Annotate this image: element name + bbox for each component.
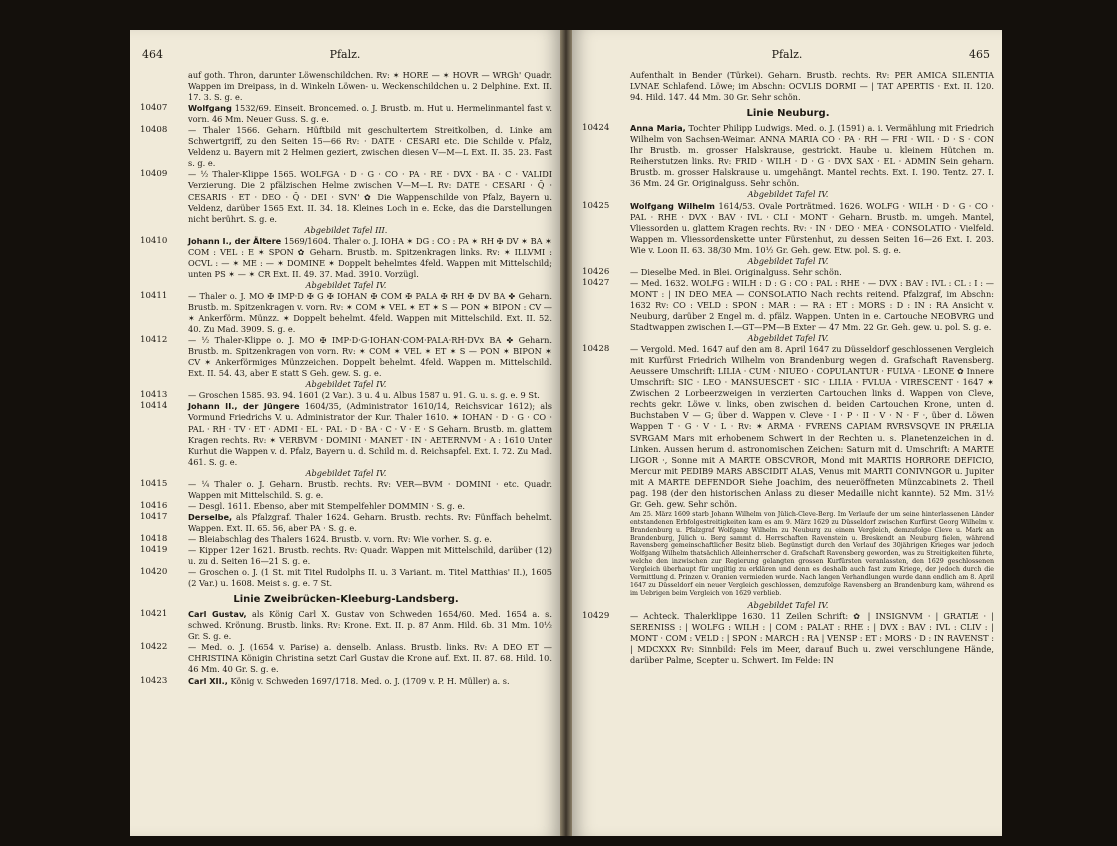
entry-number: 10411 [140, 290, 168, 301]
catalog-entry [140, 479, 552, 501]
entry-number: 10417 [140, 511, 168, 522]
entry-text: — Vergold. Med. 1647 auf den am 8. April 1647 zu Düsseldorf geschlossenen Vergleich mit Kurfürst Friedrich Wilhelm von Brandenburg wegen d. Grafschaft Ravensberg. Aeussere Umschrift: LILIA · CUM · NIUEO · COPULANTUR · FULVA · LEONE ✿ Innere Umschrift: SIC · LEO · MANSUESCET · SIC · LILIA · FVLUA · VIRESCENT · 1647 ✶ Zwischen 2 Lorbeerzweigen in verzierten Cartouchen links d. Wappen von Cleve, rechts gekr. Löwe v. links, oben zwischen d. beiden Cartouchen Krone, unten d. Buchstaben V — G; über d. Wappen v. Cleve · I · P · II · V · N · F ·, über d. Löwen Wappen T · G · V · L · Rv: ✶ ARMA · FVRENS CAPIAM RVRSVSQVE IN PRÆLIA SVRGAM Mars mit erhobenem Schwert in der Rechten u. s. Planetenzeichen in d. Linken. Aussen herum d. astronomischen Zeichen: Saturn mit d. Umschrift: A MARTE LIGOR ·, Sonne mit A MARTE OBSCVROR, Mond mit MARTIS HORRORE DEFICIO, Mercur mit PEDIB9 MARS ABSCIDIT ALAS, Venus mit MARTI CONIVNGOR u. Jupiter mit A MARTE DEFENDOR Siehe Joachim, des neueröffneten Münzcabinets 2. Theil pag. 198 (der den historischen Anlass zu dieser Medaille nicht kannte). 52 Mm. 31½ Gr. Geh. gew. Sehr schön. [630, 344, 994, 509]
entry-number: 10408 [140, 125, 168, 136]
entry-number: 10429 [582, 610, 610, 621]
ruler-name: Anna Maria, [630, 123, 686, 134]
catalog-entry [140, 512, 552, 534]
page-number: 464 [142, 48, 163, 61]
entry-number: 10423 [140, 675, 168, 686]
left-page-body [140, 70, 552, 687]
entry-text: — Kipper 12er 1621. Brustb. rechts. Rv: Quadr. Wappen mit Mittelschild, darüber (12) u. zu d. Seiten 16—21 S. g. e. [188, 545, 552, 567]
entry-number: 10410 [140, 235, 168, 246]
running-head: Pfalz. [771, 48, 803, 61]
entry-text: — ¼ Thaler o. J. Geharn. Brustb. rechts. Rv: VER—BVM · DOMINI · etc. Quadr. Wappen mit Mittelschild. S. g. e. [188, 478, 552, 500]
ruler-name: Johann I., der Ältere [188, 235, 282, 246]
section-heading: Linie Zweibrücken-Kleeburg-Landsberg. [233, 594, 459, 606]
entry-text: — Med. o. J. (1654 v. Parise) a. denselb. Anlass. Brustb. links. Rv: A DEO ET — CHRISTINA Königin Christina setzt Carl Gustav die Krone auf. Ext. II. 87. 68. Hild. 10. 46 Mm. 40 Gr. S. g. e. [188, 642, 552, 675]
entry-number: 10418 [140, 533, 168, 544]
entry-text: 1614/53. Ovale Porträtmed. 1626. WOLFG · WILH · D · G · CO · PAL · RHE · DVX · BAV · IVL · CLI · MONT · Geharn. Brustb. m. umgeh. Mantel, Vliessorden u. glattem Kragen rechts. Rv: · IN · DEO · MEA · CONSOLATIO · Vielfeld. Wappen m. Vliessordenskette unter Fürstenhut, zu dessen Seiten 16—26 Ext. I. 203. Wie v. Loon II. 63. 38/30 Mm. 10½ Gr. Geh. gew. Etw. pol. S. g. e. [630, 200, 994, 255]
entry-text: 1532/69. Einseit. Broncemed. o. J. Brustb. m. Hut u. Hermelinmantel fast v. vorn. 46 Mm. Neuer Guss. S. g. e. [188, 103, 552, 125]
entry-text: als Pfalzgraf. Thaler 1624. Geharn. Brustb. rechts. Rv: Fünffach behelmt. Wappen. Ext. II. 65. 56, aber PA · S. g. e. [188, 511, 552, 533]
ruler-name: Carl XII., [188, 675, 228, 686]
entry-text: König v. Schweden 1697/1718. Med. o. J. (1709 v. P. H. Müller) a. s. [230, 675, 510, 686]
catalog-entry [140, 534, 552, 545]
left-page-header [130, 48, 560, 64]
entry-number: 10421 [140, 609, 168, 620]
entry-text: 1569/1604. Thaler o. J. IOHA ✶ DG : CO : PA ✶ RH ✠ DV ✶ BA ✶ COM : VEL : E ✶ SPON ✿ Geharn. Brustb. m. Spitzenkragen links. Rv: ✶ ILLVMI : OCVL : — ✶ ME : — ✶ DOMINE ✶ Doppelt behelmtes 4feld. Wappen mit Mittelschild; unten PS ✶ — ✶ CR Ext. II. 49. 37. Mad. 3910. Vorzügl. [188, 235, 553, 279]
entry-number: 10407 [140, 103, 168, 114]
plate-reference: Abgebildet Tafel IV. [747, 189, 829, 200]
plate-reference: Abgebildet Tafel IV. [747, 599, 829, 610]
ruler-name: Derselbe, [188, 511, 233, 522]
entry-number: 10426 [582, 266, 610, 277]
entry-text: — Groschen o. J. (1 St. mit Titel Rudolphs II. u. 3 Variant. m. Titel Matthias' II.), 1605 (2 Var.) u. 1608. Meist s. g. e. 7 St. [188, 567, 552, 589]
footnote: Am 25. März 1609 starb Johann Wilhelm von Jülich-Cleve-Berg. Im Verlaufe der um seine hinterlassenen Länder entstandenen Erbfolgestreitigkeiten kam es am 9. März 1629 zu Düsseldorf zwischen Kurfürst Georg Wilhelm v. Brandenburg u. Pfalzgraf Wolfgang Wilhelm zu Neuburg zu einem Vergleich, demzufolge Cleve u. Mark an Brandenburg, Jülich u. Berg sammt d. Herrschaften Ravenstein u. Breskendt an Neuburg fielen, während Ravensberg gemeinschaftlicher Besitz blieb. Begünstigt durch den Verlauf des 30jährigen Krieges war jedoch Wolfgang Wilhelm thatsächlich Alleinherrscher d. Grafschaft Ravensberg geworden, was zu Streitigkeiten führte, welche den inzwischen zur Regierung gelangten grossen Kurfürsten veranlassten, den 1629 geschlossenen Vergleich überhaupt für ungiltig zu erklären und denn es deshalb auch fast zum Kriege, der jedoch durch die Vermittlung d. Prinzen v. Oranien vermieden wurde. Nach langen Verhandlungen wurde dann endlich am 8. April 1647 zu Düsseldorf ein neuer Vergleich geschlossen, demzufolge Ravensberg an Brandenburg kam, während es im Uebrigen beim Vergleich von 1629 verblieb. [630, 510, 994, 597]
plate-reference: Abgebildet Tafel IV. [747, 333, 829, 344]
catalog-entry [140, 70, 552, 103]
catalog-entry [140, 676, 552, 687]
entry-text: — ½ Thaler-Klippe 1565. WOLFGA · D · G · CO · PA · RE · DVX · BA · C · VALIDI Verzierung. Die 2 pfälzischen Helme zwischen V—M—L Rv: DATE · CESARI · Q̄ · CESARIS · ET · DEO · Q̄ · DEI · SVN' ✿ Die Wappenschilde von Pfalz, Bayern u. Veldenz, darüber 1565 Ext. II. 34. 18. Kleines Loch in e. Ecke, das die Darstellungen nicht berührt. S. g. e. [188, 169, 552, 224]
entry-text: — Med. 1632. WOLFG : WILH : D : G : CO : PAL : RHE · — DVX : BAV : IVL : CL : I : — MONT : | IN DEO MEA — CONSOLATIO Nach rechts reitend. Pfalzgraf, im Abschn: 1632 Rv: CO : VELD : SPON : MAR : — RA : ET : MORS : D : IN : RA Ansicht v. Neuburg, darüber 2 Engel m. d. pfälz. Wappen. Unten in e. Cartouche NEOBVRG und Stadtwappen zwischen I.—GT—PM—B Exter — 47 Mm. 22 Gr. Geh. gew. u. pol. S. g. e. [630, 277, 994, 333]
catalog-entry [140, 169, 552, 224]
entry-number: 10424 [582, 123, 610, 134]
right-page-body [582, 70, 994, 666]
catalog-entry [140, 501, 552, 512]
entry-number: 10419 [140, 545, 168, 556]
catalog-entry [582, 344, 994, 510]
catalog-entry [140, 567, 552, 589]
book-gutter [560, 30, 572, 836]
entry-text: — Dieselbe Med. in Blei. Originalguss. Sehr schön. [630, 266, 842, 277]
entry-text: Aufenthalt in Bender (Türkei). Geharn. Brustb. rechts. Rv: PER AMICA SILENTIA LVNAE Schlafend. Löwe; im Abschn: OCVLIS DORMI — | TAT APERTIS · Ext. II. 120. 94. Hild. 147. 44 Mm. 30 Gr. Sehr schön. [630, 70, 994, 103]
entry-text: auf goth. Thron, darunter Löwenschildchen. Rv: ✶ HORE — ✶ HOVR — WRGh' Quadr. Wappen im Dreipass, in d. Winkeln Löwen- u. Weckenschildchen u. 2 Delphine. Ext. II. 17. 3. S. g. e. [188, 70, 552, 103]
entry-text: 1604/35, (Administrator 1610/14, Reichsvicar 1612); als Vormund Friedrichs V. u. Administrator der Kur. Thaler 1610. ✶ IOHAN · D · G · CO · PAL · RH · TV · ET · ADMI · EL · PAL · D · BA · C · V · E · S Geharn. Brustb. m. glattem Kragen rechts. Rv: ✶ VERBVM · DOMINI · MANET · IN · AETERNVM · A : 1610 Unter Kurhut die Wappen v. d. Pfalz, Bayern u. d. Schild m. d. Reichsapfel. Ext. I. 72. Zu Mad. 461. S. g. e. [188, 401, 553, 467]
entry-text: Tochter Philipp Ludwigs. Med. o. J. (1591) a. i. Vermählung mit Friedrich Wilhelm von Sachsen-Weimar. ANNA MARIA CO · PA · RH — FRI · WIL · D · S · CON Ihr Brustb. m. grosser Halskrause, gestrickt. Haube u. kleinem Hütchen m. Reiherstutzen links. Rv: FRID · WILH · D · G · DVX SAX · EL · ADMIN Sein geharn. Brustb. m. grosser Halskrause u. umgehängt. Mantel rechts. Ext. I. 190. Tentz. 27. I. 36 Mm. 24 Gr. Originalguss. Sehr schön. [630, 123, 995, 189]
catalog-entry [582, 123, 994, 189]
catalog-entry [140, 125, 552, 169]
left-page [130, 30, 560, 836]
plate-reference: Abgebildet Tafel IV. [305, 279, 387, 290]
entry-text: — Desgl. 1611. Ebenso, aber mit Stempelfehler DOMMIN · S. g. e. [188, 500, 465, 511]
catalog-entry [140, 335, 552, 379]
catalog-entry [140, 609, 552, 642]
catalog-entry [582, 611, 994, 666]
entry-text: — Achteck. Thalerklippe 1630. 11 Zeilen Schrift: ✿ | INSIGNVM · | GRATIÆ · | SERENISS : | WOLFG : WILH : | COM : PALAT : RHE : | DVX : BAV : IVL : CLIV : | MONT · COM : VELD : | SPON : MARCH : RA | VENSP : ET : MORS · D : IN RAVENST : | MDCXXX Rv: Sinnbild: Fels im Meer, darauf Buch u. zwei verschlungene Hände, darüber Palme, Scepter u. Schwert. Im Felde: IN [630, 610, 994, 666]
plate-reference: Abgebildet Tafel IV. [305, 467, 387, 478]
entry-number: 10427 [582, 277, 610, 288]
ruler-name: Wolfgang Wilhelm [630, 200, 715, 211]
section-heading: Linie Neuburg. [746, 108, 830, 120]
ruler-name: Johann II., der Jüngere [188, 401, 300, 412]
catalog-entry [140, 390, 552, 401]
entry-text: — ½ Thaler-Klippe o. J. MO ✠ IMP·D·G·IOHAN·COM·PALA·RH·DVx BA ✤ Geharn. Brustb. m. Spitzenkragen von vorn. Rv: ✶ COM ✶ VEL ✶ ET ✶ S — PON ✶ BIPON ✶ CV ✶ Ankerförmiges Münzzeichen. Doppelt behelmt. 4feld. Wappen m. Mittelschild. Ext. II. 54. 43, aber E statt S Geh. gew. S. g. e. [188, 335, 552, 379]
entry-text: — Groschen 1585. 93. 94. 1601 (2 Var.). 3 u. 4 u. Albus 1587 u. 91. G. u. s. g. e. 9 St. [188, 390, 540, 401]
plate-reference: Abgebildet Tafel IV. [747, 255, 829, 266]
entry-text: — Thaler 1566. Geharn. Hüftbild mit geschultertem Streitkolben, d. Linke am Schwertgriff, zu den Seiten 15—66 Rv: · DATE · CESARI etc. Die Schilde v. Pfalz, Veldenz u. Bayern mit 2 Helmen geziert, zwischen diesen V—M—L Ext. II. 35. 23. Fast s. g. e. [188, 125, 552, 169]
entry-number: 10413 [140, 390, 168, 401]
page-number: 465 [969, 48, 990, 61]
right-page [572, 30, 1002, 836]
catalog-entry [582, 201, 994, 256]
catalog-entry [582, 267, 994, 278]
catalog-entry [582, 70, 994, 103]
entry-number: 10412 [140, 335, 168, 346]
catalog-entry [140, 642, 552, 675]
ruler-name: Carl Gustav, [188, 609, 247, 620]
entry-number: 10409 [140, 169, 168, 180]
plate-reference: Abgebildet Tafel III. [304, 224, 388, 235]
entry-text: — Thaler o. J. MO ✠ IMP·D ✠ G ✠ IOHAN ✠ COM ✠ PALA ✠ RH ✠ DV BA ✤ Geharn. Brustb. m. Spitzenkragen v. vorn. Rv: ✶ COM ✶ VEL ✶ ET ✶ S — PON ✶ BIPON : CV — ✶ Ankerförm. Münzz. ✶ Doppelt behelmt. 4feld. Wappen mit Mittelschild. Ext. II. 52. 40. Zu Mad. 3909. S. g. e. [188, 290, 552, 335]
right-page-header [572, 48, 1002, 64]
entry-text: — Bleiabschlag des Thalers 1624. Brustb. v. vorn. Rv: Wie vorher. S. g. e. [188, 533, 492, 544]
plate-reference: Abgebildet Tafel IV. [305, 379, 387, 390]
entry-number: 10420 [140, 567, 168, 578]
ruler-name: Wolfgang [188, 103, 232, 114]
catalog-entry [582, 278, 994, 333]
catalog-entry [140, 291, 552, 335]
entry-number: 10415 [140, 478, 168, 489]
catalog-entry [140, 103, 552, 125]
catalog-entry [140, 545, 552, 567]
running-head: Pfalz. [329, 48, 361, 61]
entry-number: 10422 [140, 642, 168, 653]
catalog-entry [140, 401, 552, 467]
entry-number: 10414 [140, 401, 168, 412]
catalog-entry [140, 236, 552, 280]
entry-number: 10416 [140, 500, 168, 511]
entry-text: als König Carl X. Gustav von Schweden 1654/60. Med. 1654 a. s. schwed. Krönung. Brustb. links. Rv: Krone. Ext. II. p. 87 Anm. Hild. 6b. 31 Mm. 10½ Gr. S. g. e. [188, 609, 552, 642]
entry-number: 10425 [582, 200, 610, 211]
entry-number: 10428 [582, 344, 610, 355]
